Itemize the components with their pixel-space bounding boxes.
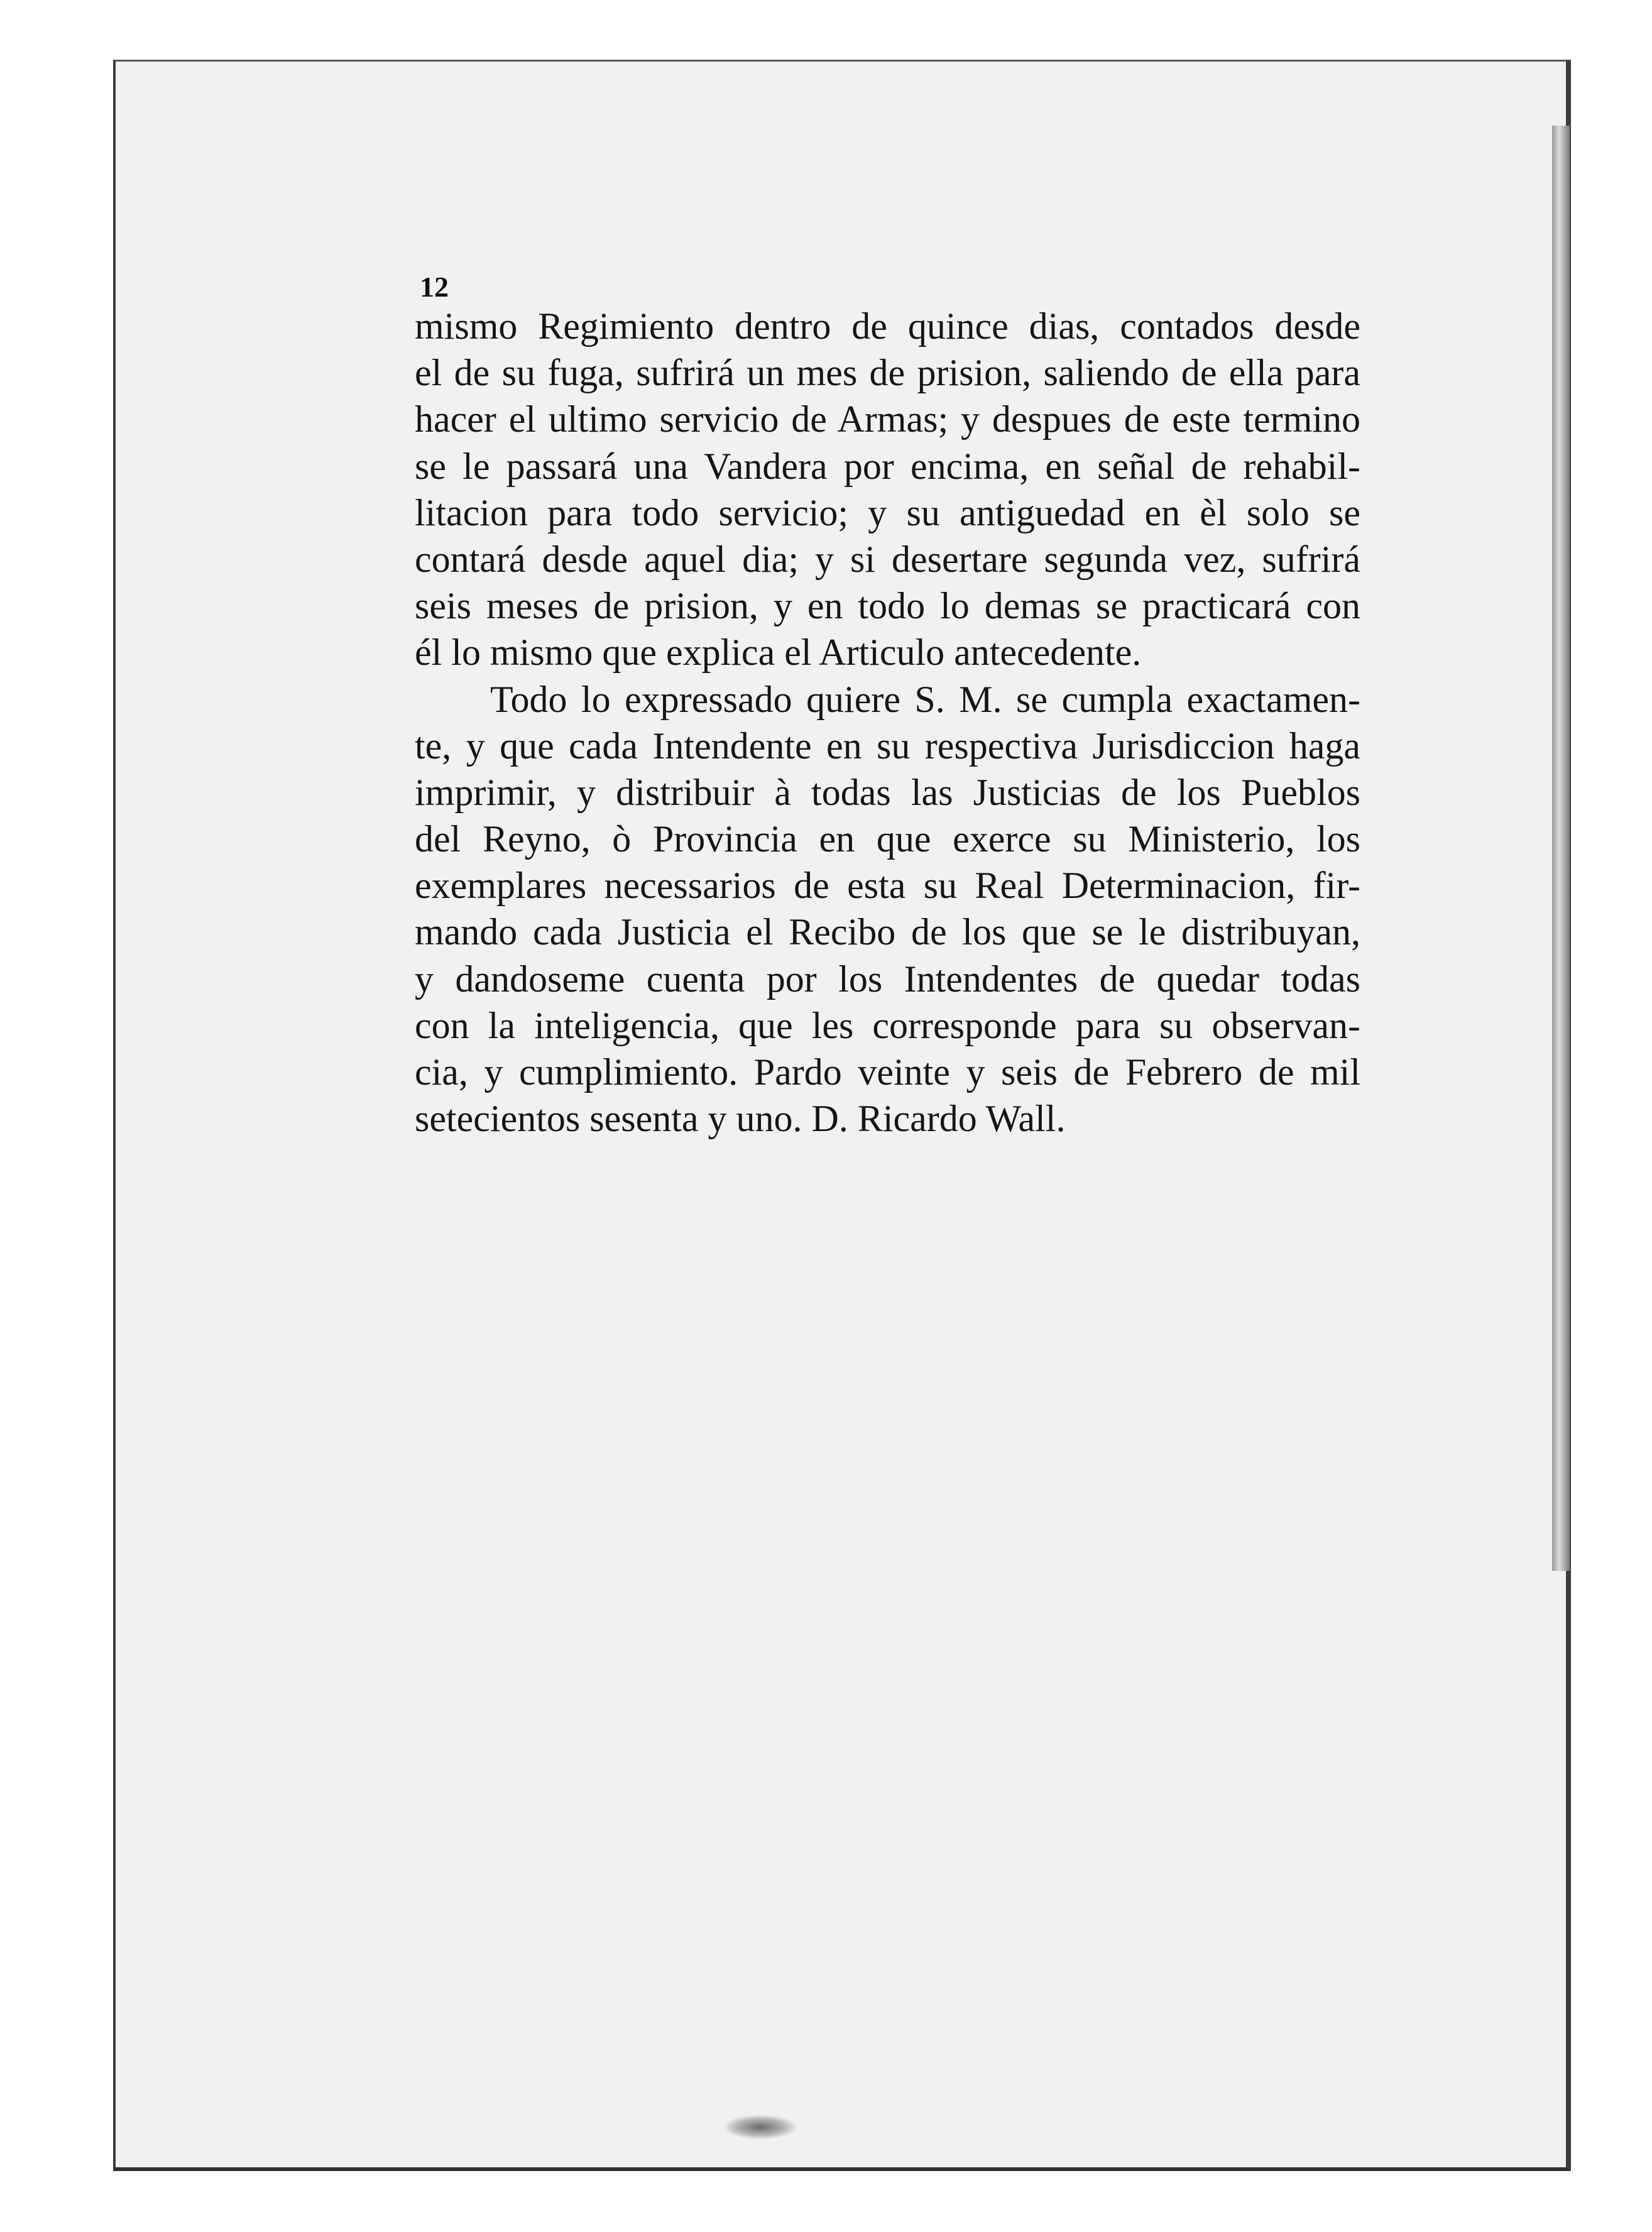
page-number: 12 bbox=[420, 271, 449, 303]
text-line: con la inteligencia, que les corresponde para su observan- bbox=[415, 1004, 1360, 1046]
text-line: el de su fuga, sufrirá un mes de prision, saliendo de ella para bbox=[415, 352, 1360, 394]
text-line: él lo mismo que explica el Articulo antecedente. bbox=[415, 632, 1142, 674]
text-line: contará desde aquel dia; y si desertare segunda vez, sufrirá bbox=[415, 538, 1360, 580]
text-line: hacer el ultimo servicio de Armas; y despues de este termino bbox=[415, 398, 1360, 440]
text-line: del Reyno, ò Provincia en que exerce su Ministerio, los bbox=[415, 818, 1360, 860]
text-line: se le passará una Vandera por encima, en señal de rehabil- bbox=[415, 445, 1360, 487]
text-line: litacion para todo servicio; y su antiguedad en èl solo se bbox=[415, 491, 1360, 533]
text-line: y dandoseme cuenta por los Intendentes de quedar todas bbox=[415, 958, 1360, 1000]
text-line: mando cada Justicia el Recibo de los que se le distribuyan, bbox=[415, 911, 1360, 953]
bleed-through-area bbox=[352, 1169, 1351, 1954]
text-line: exemplares necessarios de esta su Real Determinacion, fir- bbox=[415, 865, 1360, 907]
text-line: seis meses de prision, y en todo lo demas se practicará con bbox=[415, 585, 1360, 627]
text-line: imprimir, y distribuir à todas las Justicias de los Pueblos bbox=[415, 771, 1360, 813]
text-line: te, y que cada Intendente en su respectiva Jurisdiccion haga bbox=[415, 725, 1360, 767]
paragraph-start-line: Todo lo expressado quiere S. M. se cumpla exactamen- bbox=[490, 678, 1360, 720]
text-line: setecientos sesenta y uno. D. Ricardo Wall. bbox=[415, 1098, 1066, 1140]
body-text bbox=[415, 303, 1360, 1142]
text-line: mismo Regimiento dentro de quince dias, contados desde bbox=[415, 305, 1360, 347]
paper-stain bbox=[723, 2114, 798, 2140]
page-edge bbox=[1552, 126, 1570, 1571]
text-line: cia, y cumplimiento. Pardo veinte y seis de Febrero de mil bbox=[415, 1051, 1360, 1093]
